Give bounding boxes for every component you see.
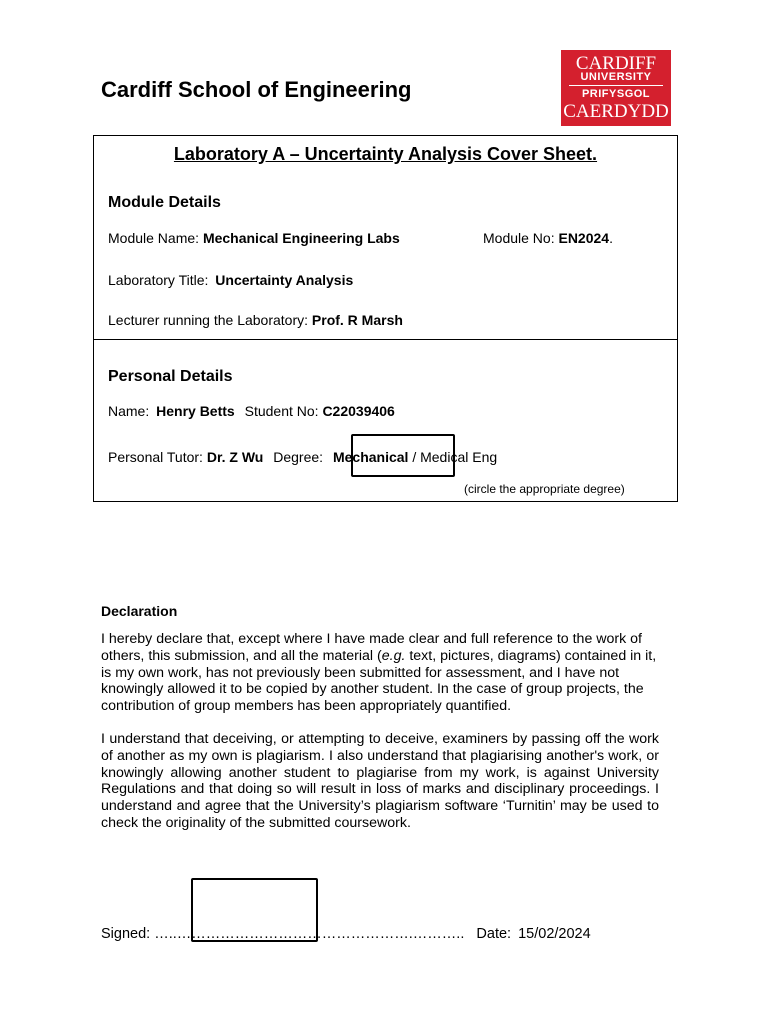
degree-label: Degree: [273, 449, 324, 465]
personal-details-box [93, 339, 678, 502]
declaration-paragraph-1 [101, 631, 659, 715]
degree-separator: / [408, 449, 421, 465]
module-no-suffix: . [609, 230, 613, 246]
signature-row [101, 926, 591, 942]
degree-option-mechanical: Mechanical [332, 449, 409, 465]
lecturer-row [108, 312, 403, 328]
lab-title-row [108, 272, 353, 288]
logo-divider [569, 85, 663, 86]
lab-title-label: Laboratory Title: [108, 272, 209, 288]
module-no-value: EN2024 [558, 230, 610, 246]
module-name-label: Module Name: [108, 230, 200, 246]
tutor-value: Dr. Z Wu [206, 449, 264, 465]
date-value: 15/02/2024 [518, 926, 591, 942]
cardiff-university-logo [561, 50, 671, 126]
module-name-value: Mechanical Engineering Labs [202, 230, 400, 246]
logo-line-1: CARDIFF [575, 53, 657, 74]
declaration-p1-end: text, pictures, diagrams) contained in it, is my own work, has not previously been submitted for assessment, and I have not knowingly allowed it to be copied by another student. In the case of group projects, the contribution of group members has been appropriately quantified. [101, 647, 657, 715]
signed-label: Signed: [101, 926, 151, 942]
name-row [108, 403, 395, 419]
declaration-p1-eg: e.g. [381, 647, 406, 664]
logo-line-3: PRIFYSGOL [581, 88, 651, 100]
declaration-paragraph-2: I understand that deceiving, or attempting to deceive, examiners by passing off the work of another as my own is plagiarism. I also understand that plagiarising another's work, or knowingly allowing another student to plagiarise from my work, is against University Regulations and that doing so will result in loss of marks and disciplinary proceedings. I understand and agree that the University’s plagiarism software ‘Turnitin’ may be used to check the originality of the submitted coursework. [101, 731, 659, 831]
cover-sheet-title: Laboratory A – Uncertainty Analysis Cover Sheet. [173, 144, 598, 164]
lab-title-value: Uncertainty Analysis [215, 272, 354, 288]
module-no-row [483, 230, 613, 246]
lecturer-label: Lecturer running the Laboratory: [108, 312, 309, 328]
logo-line-4: CAERDYDD [563, 101, 669, 122]
module-no-label: Module No: [483, 230, 555, 246]
logo-line-2: UNIVERSITY [580, 71, 652, 83]
school-title: Cardiff School of Engineering [101, 77, 412, 102]
declaration-heading: Declaration [101, 603, 178, 619]
lecturer-value: Prof. R Marsh [311, 312, 403, 328]
module-name-row [108, 230, 400, 246]
declaration-p1-start: I hereby declare that, except where I have made clear and full reference to the work of others, this submission, and all the material ( [101, 631, 643, 664]
degree-selection-circle [351, 434, 455, 477]
student-no-label: Student No: [244, 403, 319, 419]
degree-option-medical: Medical Eng [420, 449, 498, 465]
student-no-value: C22039406 [322, 403, 395, 419]
signature-box [191, 878, 318, 942]
module-details-heading: Module Details [108, 194, 221, 211]
signature-dots: …..………………………………………….……….. [154, 926, 465, 942]
name-label: Name: [108, 403, 150, 419]
name-value: Henry Betts [156, 403, 235, 419]
personal-details-heading: Personal Details [108, 368, 233, 385]
circle-note: (circle the appropriate degree) [464, 482, 625, 496]
tutor-label: Personal Tutor: [108, 449, 203, 465]
date-label: Date: [476, 926, 512, 942]
